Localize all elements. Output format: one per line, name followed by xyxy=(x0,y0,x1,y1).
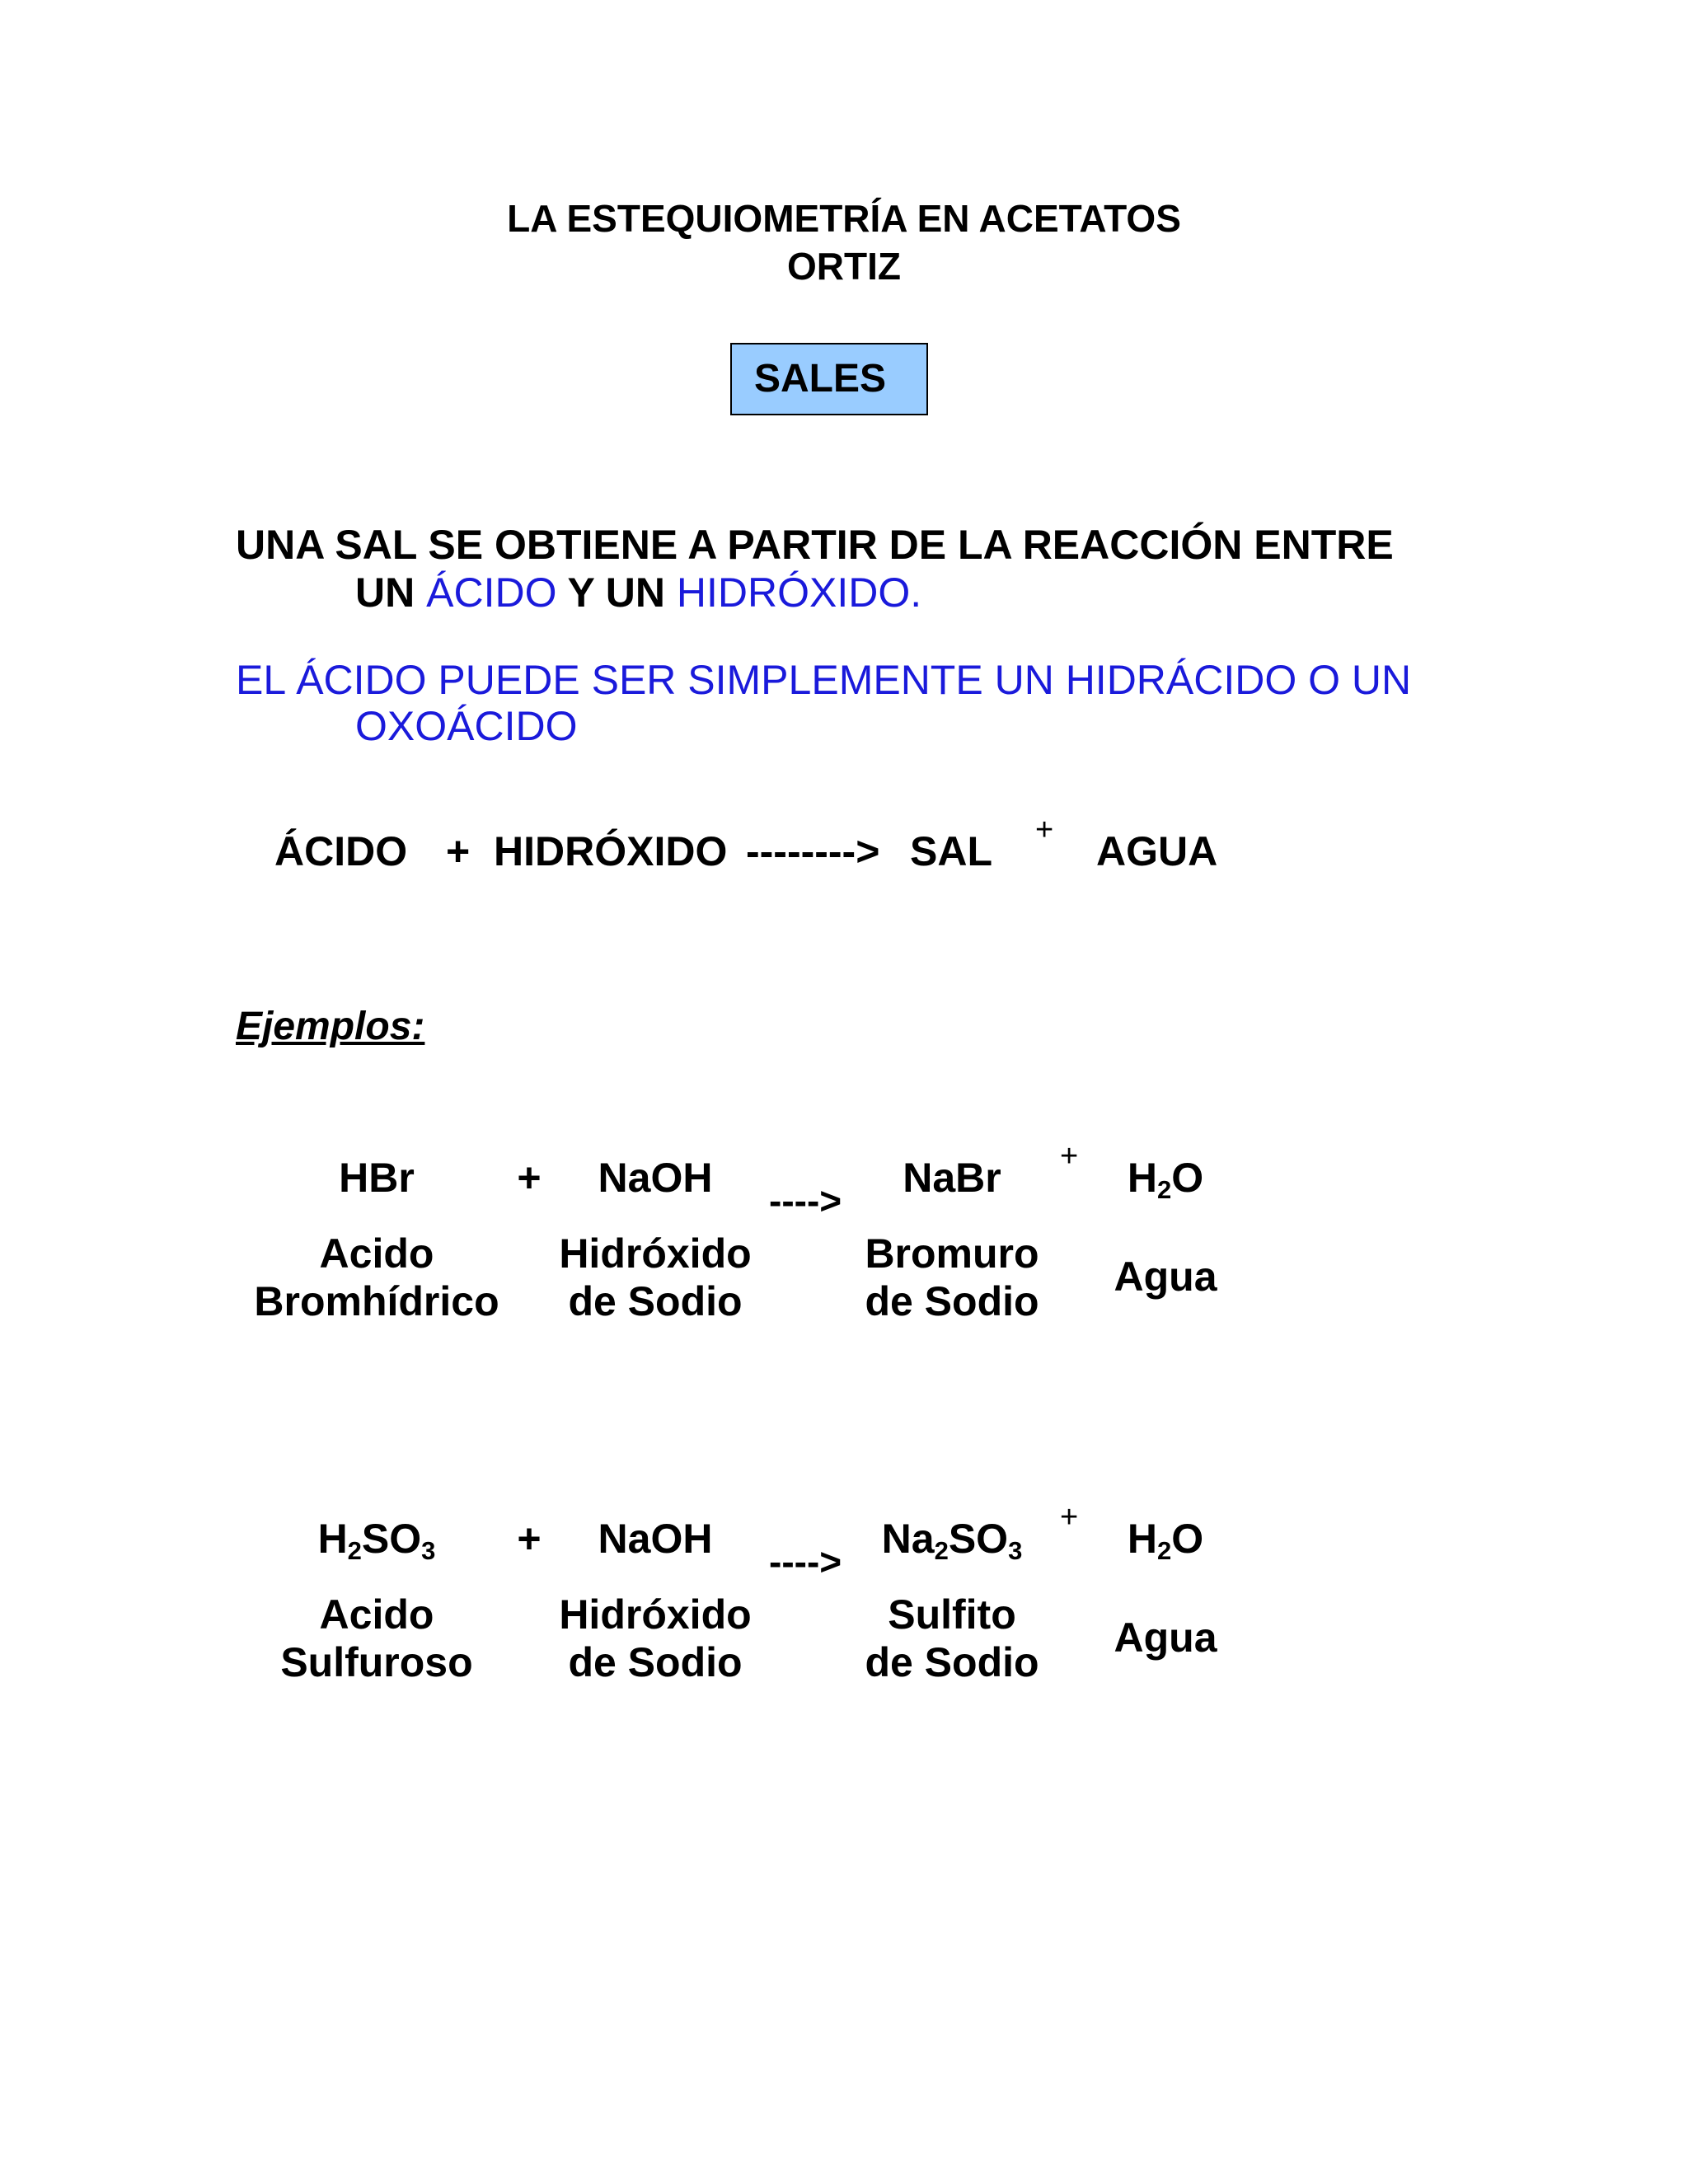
ex2-water-h: H xyxy=(1127,1516,1157,1562)
gen-plus-2: + xyxy=(1035,813,1054,847)
ex1-acid-name xyxy=(228,1230,525,1325)
ex1-base-formula: NaOH xyxy=(598,1155,713,1201)
page-title: LA ESTEQUIOMETRÍA EN ACETATOS xyxy=(507,197,1181,240)
ex2-acid-h: H xyxy=(317,1516,348,1562)
ex2-plus-2: + xyxy=(1060,1500,1079,1535)
ex2-acid-sub1: 2 xyxy=(347,1535,362,1565)
ex1-salt-name-1: Bromuro xyxy=(865,1230,1039,1277)
ex1-base-name-1: Hidróxido xyxy=(559,1230,752,1277)
intro-hydroxide-word: HIDRÓXIDO. xyxy=(676,569,922,616)
ex2-salt-sub2: 3 xyxy=(1008,1535,1023,1565)
ex1-acid-name-1: Acido xyxy=(319,1230,434,1277)
gen-arrow: --------> xyxy=(746,828,880,874)
ex1-salt-name-2: de Sodio xyxy=(865,1278,1039,1324)
ex2-salt-name-2: de Sodio xyxy=(865,1639,1039,1685)
ex1-base-name xyxy=(507,1230,804,1325)
gen-salt: SAL xyxy=(910,828,992,874)
examples-label: Ejemplos: xyxy=(236,1005,425,1048)
section-tag: SALES xyxy=(730,343,928,415)
ex1-acid-formula: HBr xyxy=(339,1155,415,1201)
gen-plus-1: + xyxy=(446,828,471,874)
ex1-water-formula xyxy=(1017,1154,1314,1214)
note-line-1: EL ÁCIDO PUEDE SER SIMPLEMENTE UN HIDRÁCIDO O UN xyxy=(236,657,1412,703)
ex2-base-name-2: de Sodio xyxy=(568,1639,743,1685)
ex1-salt-formula: NaBr xyxy=(903,1155,1001,1201)
ex2-water-sub: 2 xyxy=(1156,1535,1172,1565)
ex2-acid-so: SO xyxy=(361,1516,422,1562)
ex1-water-name: Agua xyxy=(1114,1254,1217,1300)
ex2-base-name-1: Hidróxido xyxy=(559,1591,752,1638)
ex2-base-name xyxy=(507,1591,804,1686)
gen-acid: ÁCIDO xyxy=(274,828,408,874)
ex2-acid-name xyxy=(228,1591,525,1686)
gen-water: AGUA xyxy=(1096,828,1218,874)
ex2-acid-name-2: Sulfuroso xyxy=(280,1639,473,1685)
ex1-acid-name-2: Bromhídrico xyxy=(254,1278,499,1324)
ex2-acid-sub2: 3 xyxy=(421,1535,436,1565)
ex1-plus-1: + xyxy=(517,1155,542,1201)
ex1-arrow: ----> xyxy=(769,1179,842,1222)
ex1-water-sub: 2 xyxy=(1156,1174,1172,1204)
ex2-salt-na: Na xyxy=(881,1516,935,1562)
intro-acid-word: ÁCIDO xyxy=(426,569,557,616)
gen-hydroxide: HIDRÓXIDO xyxy=(494,828,728,874)
ex2-salt-sub1: 2 xyxy=(934,1535,949,1565)
ex2-base-formula: NaOH xyxy=(598,1516,713,1562)
ex2-water-formula xyxy=(1017,1515,1314,1575)
ex2-salt-so: SO xyxy=(948,1516,1009,1562)
ex2-water-o: O xyxy=(1171,1516,1204,1562)
ex1-water-h: H xyxy=(1127,1155,1157,1201)
ex2-acid-name-1: Acido xyxy=(319,1591,434,1638)
ex1-plus-2: + xyxy=(1060,1139,1079,1174)
ex1-water-o: O xyxy=(1171,1155,1204,1201)
ex2-arrow: ----> xyxy=(769,1540,842,1583)
ex2-plus-1: + xyxy=(517,1516,542,1562)
ex1-base-name-2: de Sodio xyxy=(568,1278,743,1324)
intro-line-1: UNA SAL SE OBTIENE A PARTIR DE LA REACCIÓN ENTRE xyxy=(236,522,1394,568)
intro-line-2-a: UN xyxy=(355,569,427,616)
intro-line-2 xyxy=(355,569,921,616)
note-line-2: OXOÁCIDO xyxy=(355,703,578,749)
ex2-water-name: Agua xyxy=(1114,1615,1217,1661)
ex2-salt-name-1: Sulfito xyxy=(888,1591,1016,1638)
author-line: ORTIZ xyxy=(787,245,901,288)
intro-line-2-b: Y UN xyxy=(556,569,677,616)
